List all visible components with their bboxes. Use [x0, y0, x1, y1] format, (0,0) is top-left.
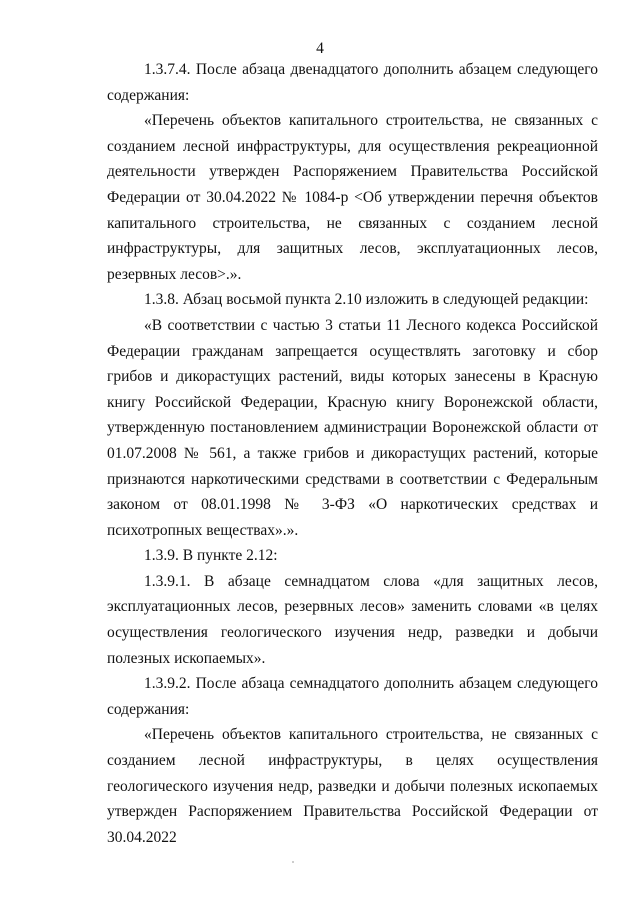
paragraph-1-3-9: 1.3.9. В пункте 2.12:	[144, 547, 278, 565]
paragraph-quote-recreational-list: «Перечень объектов капитального строительства, не связанных с созданием лесной инфраструктуры, для осуществления рекреационной деятельности утвержден Распоряжением Правительства Российской Федерации от 30.04.2022 № 1084-р <Об утверждении перечня объектов капитального строительства, не связанных с созданием лесной инфраструктуры, для защитных лесов, эксплуатационных лесов, резервных лесов>.».	[107, 112, 598, 283]
paragraph-1-3-8: 1.3.8. Абзац восьмой пункта 2.10 изложить в следующей редакции:	[144, 291, 589, 309]
document-body	[107, 57, 598, 850]
scan-speck	[292, 861, 294, 863]
paragraph-1-3-9-1: 1.3.9.1. В абзаце семнадцатом слова «для защитных лесов, эксплуатационных лесов, резервных лесов» заменить словами «в целях осуществления геологического изучения недр, разведки и добычи полезных ископаемых».	[107, 572, 598, 667]
paragraph-quote-forest-code: «В соответствии с частью 3 статьи 11 Лесного кодекса Российской Федерации гражданам запрещается осуществлять заготовку и сбор грибов и дикорастущих растений, виды которых занесены в Красную книгу Российской Федерации, Красную книгу Воронежской области, утвержденную постановлением администрации Воронежской области от 01.07.2008 № 561, а также грибов и дикорастущих растений, которые признаются наркотическими средствами в соответствии с Федеральным законом от 08.01.1998 № 3-ФЗ «О наркотических средствах и психотропных веществах».».	[107, 316, 598, 539]
paragraph-1-3-9-2: 1.3.9.2. После абзаца семнадцатого дополнить абзацем следующего содержания:	[107, 675, 598, 718]
paragraph-quote-geological-list: «Перечень объектов капитального строительства, не связанных с созданием лесной инфраструктуры, в целях осуществления геологического изучения недр, разведки и добычи полезных ископаемых утвержден Распоряжением Правительства Российской Федерации от 30.04.2022	[107, 726, 598, 846]
page-number: 4	[316, 40, 324, 57]
paragraph-1-3-7-4: 1.3.7.4. После абзаца двенадцатого дополнить абзацем следующего содержания:	[107, 61, 598, 104]
